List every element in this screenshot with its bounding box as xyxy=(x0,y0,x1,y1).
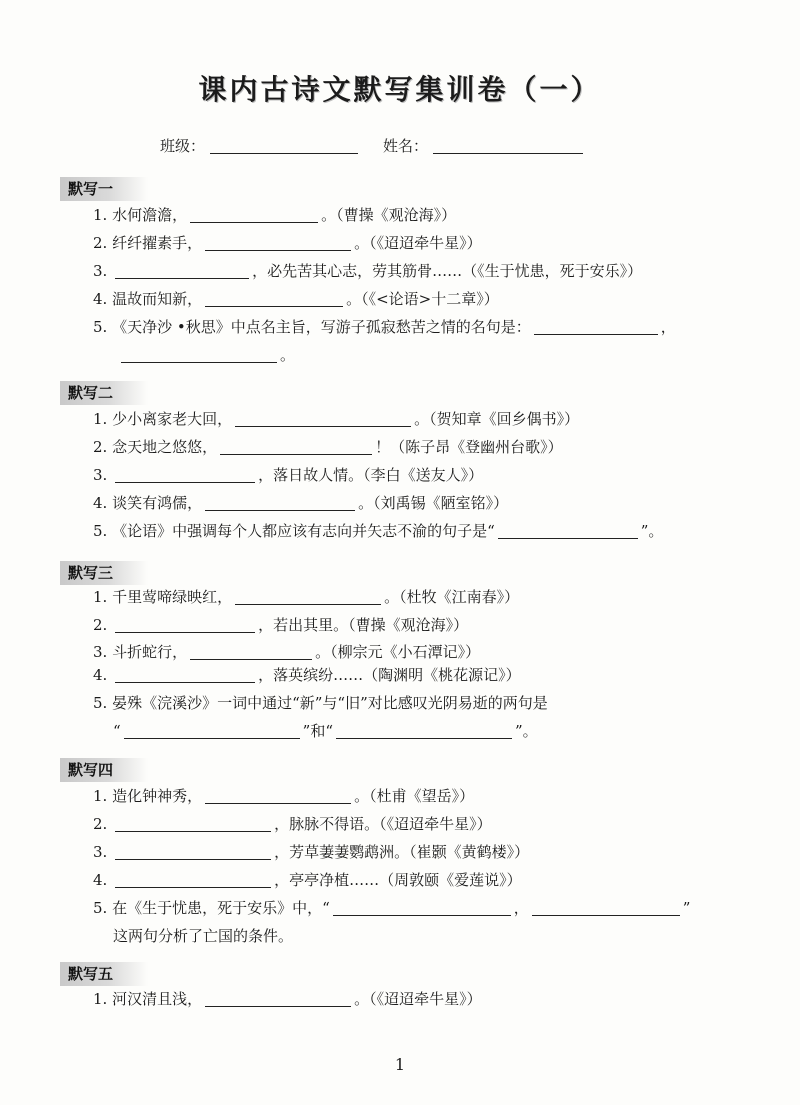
name-field xyxy=(383,135,583,156)
question-number: 4. xyxy=(93,290,108,308)
question-number: 1. xyxy=(93,410,108,428)
question-3-4 xyxy=(93,664,521,686)
answer-blank[interactable] xyxy=(190,206,318,223)
question-number: 2. xyxy=(93,234,108,252)
question-number: 1. xyxy=(93,990,108,1008)
question-number: 2. xyxy=(93,815,108,833)
question-source: ！（陈子昂《登幽州台歌》） xyxy=(375,438,563,456)
question-punct: “ xyxy=(113,722,121,740)
question-3-5 xyxy=(93,692,548,714)
question-text: 温故而知新， xyxy=(112,290,203,308)
answer-blank[interactable] xyxy=(220,438,372,455)
question-2-3 xyxy=(93,464,483,486)
question-4-1 xyxy=(93,785,474,807)
question-4-3 xyxy=(93,841,529,863)
question-text: 《论语》中强调每个人都应该有志向并矢志不渝的句子是“ xyxy=(112,522,495,540)
question-number: 3. xyxy=(93,643,108,661)
question-5-1 xyxy=(93,988,482,1010)
question-text: 这两句分析了亡国的条件。 xyxy=(113,927,294,945)
section-heading-1: 默写一 xyxy=(60,177,148,201)
question-punct: ”。 xyxy=(515,722,538,740)
question-punct: ， xyxy=(660,318,676,336)
question-4-5 xyxy=(93,897,690,919)
answer-blank[interactable] xyxy=(124,722,300,739)
question-1-5-cont xyxy=(118,344,295,366)
answer-blank[interactable] xyxy=(205,290,343,307)
question-text: ，若出其里。（曹操《观沧海》） xyxy=(258,616,469,634)
answer-blank[interactable] xyxy=(115,616,255,633)
question-text: 晏殊《浣溪沙》一词中通过“新”与“旧”对比感叹光阴易逝的两句是 xyxy=(112,694,548,712)
question-2-4 xyxy=(93,492,508,514)
answer-blank[interactable] xyxy=(336,722,512,739)
question-text: 造化钟神秀， xyxy=(112,787,203,805)
class-field xyxy=(160,135,358,156)
question-source: 。（刘禹锡《陋室铭》） xyxy=(358,494,509,512)
question-text: 河汉清且浅， xyxy=(112,990,203,1008)
question-4-4 xyxy=(93,869,522,891)
question-1-5 xyxy=(93,316,676,338)
question-source: 。（《<论语>十二章》） xyxy=(346,290,499,308)
question-text: ，落英缤纷……（陶渊明《桃花源记》） xyxy=(258,666,521,684)
question-text: 谈笑有鸿儒， xyxy=(112,494,203,512)
question-text: 千里莺啼绿映红， xyxy=(112,588,233,606)
question-number: 5. xyxy=(93,522,108,540)
answer-blank[interactable] xyxy=(115,262,249,279)
section-heading-3: 默写三 xyxy=(60,561,148,585)
question-number: 5. xyxy=(93,899,108,917)
name-label: 姓名： xyxy=(383,137,429,155)
answer-blank[interactable] xyxy=(534,318,658,335)
question-source: 。（柳宗元《小石潭记》） xyxy=(315,643,481,661)
question-source: 。（《迢迢牵牛星》） xyxy=(354,234,482,252)
question-number: 4. xyxy=(93,871,108,889)
answer-blank[interactable] xyxy=(115,815,271,832)
question-number: 1. xyxy=(93,206,108,224)
question-punct: ”。 xyxy=(640,522,664,540)
answer-blank[interactable] xyxy=(190,643,312,660)
question-number: 3. xyxy=(93,262,108,280)
answer-blank[interactable] xyxy=(205,990,351,1007)
answer-blank[interactable] xyxy=(115,871,271,888)
question-text: ，落日故人情。（李白《送友人》） xyxy=(258,466,484,484)
question-text: 纤纤擢素手， xyxy=(112,234,203,252)
question-3-2 xyxy=(93,614,468,636)
question-number: 5. xyxy=(93,318,108,336)
question-1-3 xyxy=(93,260,642,282)
question-punct: ” xyxy=(682,899,691,917)
question-number: 4. xyxy=(93,494,108,512)
question-source: 。（贺知章《回乡偶书》） xyxy=(414,410,580,428)
name-blank[interactable] xyxy=(433,137,583,154)
question-text: 斗折蛇行， xyxy=(112,643,188,661)
class-blank[interactable] xyxy=(210,137,358,154)
question-1-1 xyxy=(93,204,456,226)
question-1-4 xyxy=(93,288,499,310)
question-number: 1. xyxy=(93,588,108,606)
question-4-2 xyxy=(93,813,492,835)
answer-blank[interactable] xyxy=(235,588,381,605)
answer-blank[interactable] xyxy=(121,346,277,363)
question-text: 少小离家老大回， xyxy=(112,410,233,428)
answer-blank[interactable] xyxy=(205,494,355,511)
question-text: 水何澹澹， xyxy=(112,206,188,224)
page-number: 1 xyxy=(394,1055,406,1074)
section-heading-4: 默写四 xyxy=(60,758,148,782)
class-label: 班级： xyxy=(160,137,206,155)
question-number: 5. xyxy=(93,694,108,712)
answer-blank[interactable] xyxy=(115,466,255,483)
question-text: 念天地之悠悠， xyxy=(112,438,218,456)
question-number: 3. xyxy=(93,843,108,861)
question-2-1 xyxy=(93,408,579,430)
question-2-2 xyxy=(93,436,563,458)
question-source: 。（《迢迢牵牛星》） xyxy=(354,990,482,1008)
question-punct: ， xyxy=(513,899,529,917)
question-number: 4. xyxy=(93,666,108,684)
section-heading-2: 默写二 xyxy=(60,381,148,405)
answer-blank[interactable] xyxy=(532,899,680,916)
question-text: ，亭亭净植……（周敦颐《爱莲说》） xyxy=(274,871,522,889)
question-number: 2. xyxy=(93,438,108,456)
answer-blank[interactable] xyxy=(115,843,271,860)
question-1-2 xyxy=(93,232,482,254)
question-3-1 xyxy=(93,586,519,608)
question-3-5-cont xyxy=(113,720,538,742)
question-text: 《天净沙 •秋思》中点名主旨，写游子孤寂愁苦之情的名句是： xyxy=(112,318,531,336)
page-title: 课内古诗文默写集训卷（一） xyxy=(198,73,602,106)
question-source: 。（杜牧《江南春》） xyxy=(384,588,520,606)
section-heading-5: 默写五 xyxy=(60,962,148,986)
question-number: 3. xyxy=(93,466,108,484)
question-source: 。（曹操《观沧海》） xyxy=(321,206,457,224)
answer-blank[interactable] xyxy=(205,787,351,804)
answer-blank[interactable] xyxy=(333,899,511,916)
question-text: 在《生于忧患，死于安乐》中，“ xyxy=(112,899,330,917)
answer-blank[interactable] xyxy=(498,522,638,539)
question-punct: 。 xyxy=(280,346,296,364)
answer-blank[interactable] xyxy=(235,410,411,427)
question-text: ，必先苦其心志，劳其筋骨……（《生于忧患，死于安乐》） xyxy=(252,262,643,280)
question-punct: ”和“ xyxy=(302,722,334,740)
question-2-5 xyxy=(93,520,663,542)
question-source: 。（杜甫《望岳》） xyxy=(354,787,475,805)
answer-blank[interactable] xyxy=(115,666,255,683)
question-number: 1. xyxy=(93,787,108,805)
answer-blank[interactable] xyxy=(205,234,351,251)
question-4-5-cont xyxy=(113,925,293,947)
question-number: 2. xyxy=(93,616,108,634)
question-text: ，芳草萋萋鹦鹉洲。（崔颢《黄鹤楼》） xyxy=(274,843,530,861)
question-3-3 xyxy=(93,641,480,663)
question-text: ，脉脉不得语。（《迢迢牵牛星》） xyxy=(274,815,492,833)
